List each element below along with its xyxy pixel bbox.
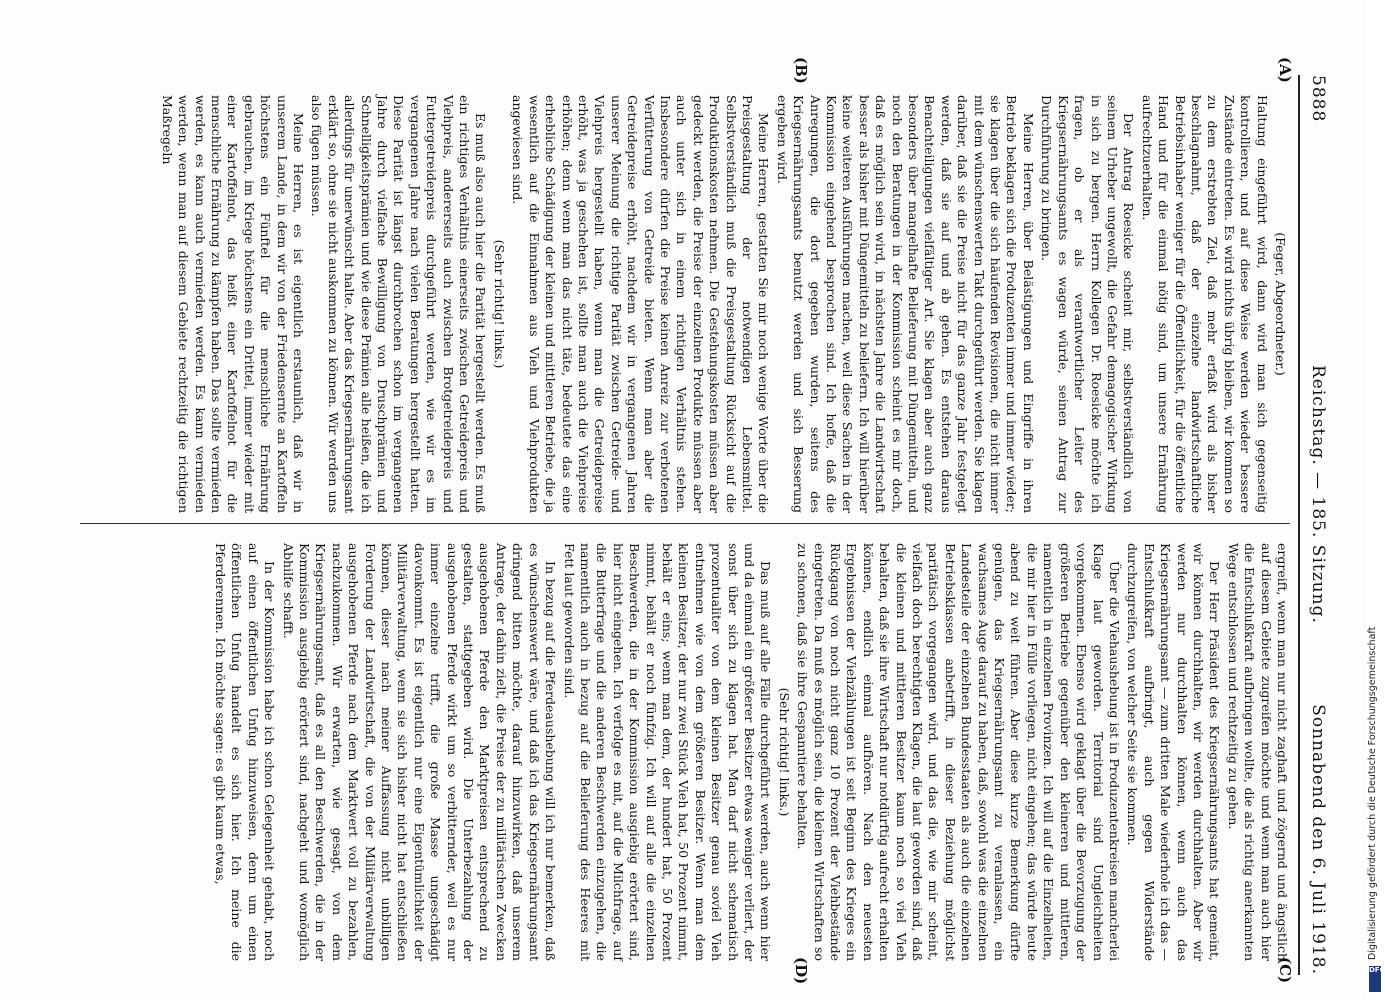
page-number: 5888 xyxy=(1308,75,1328,123)
header-title: Reichstag. — 185. Sitzung. xyxy=(1308,365,1328,624)
paragraph: In bezug auf die Pferdeaushebung will ich nur bemerken, daß es wünschenswert wäre, und daß ich das Kriegsernährungsamt dringend bitten möchte, darauf hinzuwirken, daß unserem Antrage, der dahin zielt, die Preise der zu militärischen Zwecken ausgehobenen Pferde den Marktpreisen entsprechend zu gestalten, stattgegeben wird. Die Unterbezahlung der ausgehobenen Pferde wirkt um so verbitternder, weil es nur immer einzelne trifft, die große Masse ungeschädigt davonkommt. Es ist eigentlich nur eine Eigentümlichkeit der Militärverwaltung, wenn sie sich bisher nicht hat entschließen können, dieser nach meiner Auffassung nicht unbilligen Forderung der Landwirtschaft, die von der Militärverwaltung ausgehobenen Pferde nach dem Marktwert voll zu bezahlen, nachzukommen. Wir erwarten, wie gesagt, von dem Kriegsernährungsamt, daß es all den Beschwerden, die in der Kommission ausgiebig erörtert sind, nachgeht und womöglich Abhilfe schafft. xyxy=(280,543,559,961)
rotated-document xyxy=(60,57,1330,985)
paragraph: In der Kommission habe ich schon Gelegenheit gehabt, noch auf einen öffentlichen Unfug hinzuweisen, denn um einen öffentlichen Unfug handelt es sich hier. Ich meine die Pferderennen. Ich möchte sagen: es gibt kaum etwas, xyxy=(213,543,278,961)
paragraph: Es muß also auch hier die Parität hergestellt werden. Es muß ein richtiges Verhältnis einerseits zwischen Getreidepreis und Viehpreis, andererseits auch zwischen Brotgetreidepreis und Futtergetreidepreis durchgeführt werden, wie wir es im vergangenen Jahre nach vielen Beratungen hergestellt hatten. Diese Parität ist längst durchbrochen schon im vergangenen Jahre durch vielfache Bewilligung von Druschprämien und Schnelligkeitsprämien und wie diese Prämien alle heißen, die ich allerdings für unerwünscht halte. Aber das Kriegsernährungsamt erklärt so, ohne sie nicht auskommen zu können. Wir werden uns also fügen müssen. xyxy=(309,95,489,513)
margin-marker-a: (A) xyxy=(1276,57,1294,83)
margin-marker-d: (D) xyxy=(792,957,810,985)
interjection: (Sehr richtig! links.) xyxy=(776,687,792,817)
speaker-label: (Feger, Abgeordneter.) xyxy=(1273,232,1288,376)
paragraph: ergreift, wenn man nur nicht zaghaft und zögernd und ängstlich auf diesem Gebiete zugreifen möchte und wenn man auch hier die Entschlußkraft aufbringen wollte, die als richtig anerkannten Wege entschlossen und rechtzeitig zu gehen. xyxy=(1225,543,1290,961)
paragraph: Meine Herren, gestatten Sie mir noch wenige Worte über die Preisgestaltung der notwendigen Lebensmittel. Selbstverständlich muß die Preisgestaltung Rücksicht auf die Produktionskosten nehmen. Die Gestehungskosten müssen aber gedeckt werden, die Preise der einzelnen Produkte müssen aber auch unter sich in einem richtigen Verhältnis stehen. Insbesondere dürfen die Preise keinen Anreiz zur verbotenen Verfütterung von Getreide bieten. Wenn man aber die Getreidepreise erhöht, nachdem wir in vergangenen Jahren unserer Meinung die richtige Parität zwischen Getreide- und Viehpreis hergestellt haben, wenn man die Getreidepreise erhöht, was ja geschehen ist, sollte man auch die Viehpreise erhöhen; denn wenn man das nicht täte, bedeutete das eine erhebliche Schädigung der kleinen und mittleren Betriebe, die ja wesentlich auf die Einnahmen aus Vieh und Viehprodukten angewiesen sind. xyxy=(510,95,772,513)
dfg-logo: DFG xyxy=(1369,966,1381,992)
header-date: Sonnabend den 6. Juli 1918. xyxy=(1308,704,1328,975)
paragraph: Das muß auf alle Fälle durchgeführt werden, auch wenn hier und da einmal ein größerer Besitzer etwas weniger verliert, der sonst über sich zu klagen hat. Man darf nicht schematisch prozentualiter von dem kleinen Besitzer genau soviel Vieh entnehmen wie von dem größeren Besitzer. Wenn man dem kleinen Besitzer, der nur zwei Stück Vieh hat, 50 Prozent nimmt, behält er eins; wenn man dem, der hundert hat, 50 Prozent nimmt, behält er noch fünfzig. Ich will auf alle die einzelnen Beschwerden, die in der Kommission ausgiebig erörtert sind, hier nicht eingehen. Ich verfolge es mit, auf die Milchfrage, auf die Butterfrage und die anderen Beschwerden einzugehen, die namentlich auch in bezug auf die Belieferung des Heeres mit Fett laut geworden sind. xyxy=(561,543,774,961)
paragraph: Der Antrag Roesicke scheint mir, selbstverständlich von seinem Urheber ungewollt, die Gefahr demagogischer Wirkung in sich zu bergen. Herrn Kollegen Dr. Roesicke möchte ich fragen, ob er als verantwortlicher Leiter des Kriegsernährungsamts es wagen würde, seinen Antrag zur Durchführung zu bringen. xyxy=(1039,95,1137,513)
right-column xyxy=(80,543,1290,961)
page-header xyxy=(1298,75,1330,975)
paragraph: Haltung eingeführt wird, dann wird man sich gegenseitig kontrollieren, und auf diese Weise werden wieder bessere Zustände eintreten. Es wird nichts übrig bleiben, wir kommen so zu dem erstrebten Ziel, daß mehr erfaßt wird als bisher beschlagnahmt, daß der einzelne landwirtschaftliche Betriebsinhaber weniger für die Öffentlichkeit, für die öffentliche Hand und für die einmal nötig sind, um unsere Ernährung aufrechtzuerhalten. xyxy=(1139,95,1270,513)
margin-marker-b: (B) xyxy=(792,57,810,84)
interjection: (Sehr richtig! links.) xyxy=(491,239,507,369)
paragraph: Meine Herren, über Belästigungen und Eingriffe in ihren Betrieb beklagen sich die Produzenten immer und immer wieder; sie klagen über die sich häufenden Revisionen, die nicht immer mit dem wünschenswerten Takt durchgeführt werden. Sie klagen darüber, daß sie die Preise nicht für das ganze Jahr festgelegt werden, daß sie auf und ab gehen. Es entstehen daraus Benachteiligungen vielfältiger Art. Sie klagen aber auch ganz besonders über mangelhafte Belieferung mit Düngemitteln, und noch den Beratungen in der Kommission scheint es mir doch, daß es möglich sein wird, in nächsten Jahre die Landwirtschaft besser als bisher mit Düngemitteln zu beliefern. Ich will hierüber keine weiteren Ausführungen machen, weil diese Sachen in der Kommission eingehend besprochen sind. Ich hoffe, daß die Anregungen, die dort gegeben wurden, seitens des Kriegsernährungsamts benutzt werden und sich Besserung ergeben wird. xyxy=(774,95,1036,513)
paragraph: Der Herr Präsident des Kriegsernährungsamts hat gemeint, wir können durchhalten, wir werden durchhalten. Aber wir werden nur durchhalten können, wenn auch das Kriegsernährungsamt — zum dritten Male wiederhole ich das — Entschlußkraft aufbringt, auch gegen Widerstände durchzugreifen, von welcher Seite sie kommen. xyxy=(1125,543,1223,961)
digitization-note: Digitalisierung gefördert durch die Deutsche Forschungsgemeinschaft xyxy=(1367,626,1378,960)
left-column xyxy=(80,95,1290,513)
paragraph: Über die Viehaushebung ist in Produzentenkreisen mancherlei Klage laut geworden. Territorial sind Ungleichheiten vorgekommen. Ebenso wird geklagt über die Bevorzugung der größeren Betriebe gegenüber den kleineren und mittleren, namentlich in einzelnen Provinzen. Ich will auf die Einzelheiten, die mir hier in Fülle vorliegen, nicht eingehen; das würde heute abend zu weit führen. Aber diese kurze Bemerkung dürfte genügen, das Kriegsernährungsamt zu veranlassen, ein wachsames Auge darauf zu haben, daß, sowohl was die einzelnen Landesteile der einzelnen Bundesstaaten als auch die einzelnen Betriebsklassen anbetrifft, in dieser Beziehung möglichst paritätisch vorgegangen wird, und das die, wie mir scheint, vielfach doch berechtigten Klagen, die laut geworden sind, daß die kleinen und mittleren Besitzer kaum noch so viel Vieh behalten, daß sie ihre Wirtschaft nur notdürftig aufrecht erhalten können, endlich einmal aufhören. Nach den neuesten Ergebnissen der Viehzählungen ist seit Beginn des Krieges ein Rückgang von noch nicht ganz 10 Prozent der Viehbestände eingetreten. Da muß es möglich sein, die kleinen Wirtschaften so zu schonen, daß sie ihre Gespanntiere behalten. xyxy=(795,543,1122,961)
paragraph: Meine Herren, es ist eigentlich erstaunlich, daß wir in unserem Lande, in dem wir von der Friedensernte an Kartoffeln höchstens ein Fünftel für die menschliche Ernährung gebrauchen, im Kriege höchstens ein Drittel, immer wieder mit einer Kartoffelnot, das heißt einer Kartoffelnot für die menschliche Ernährung zu kämpfen haben. Das sollte vermieden werden, es kann auch vermieden werden. Es kann vermieden werden, wenn man auf diesem Gebiete rechtzeitig die richtigen Maßregeln xyxy=(159,95,307,513)
column-divider xyxy=(80,523,1290,524)
margin-marker-c: (C) xyxy=(1276,957,1294,984)
digitization-strip xyxy=(1367,0,1383,1000)
